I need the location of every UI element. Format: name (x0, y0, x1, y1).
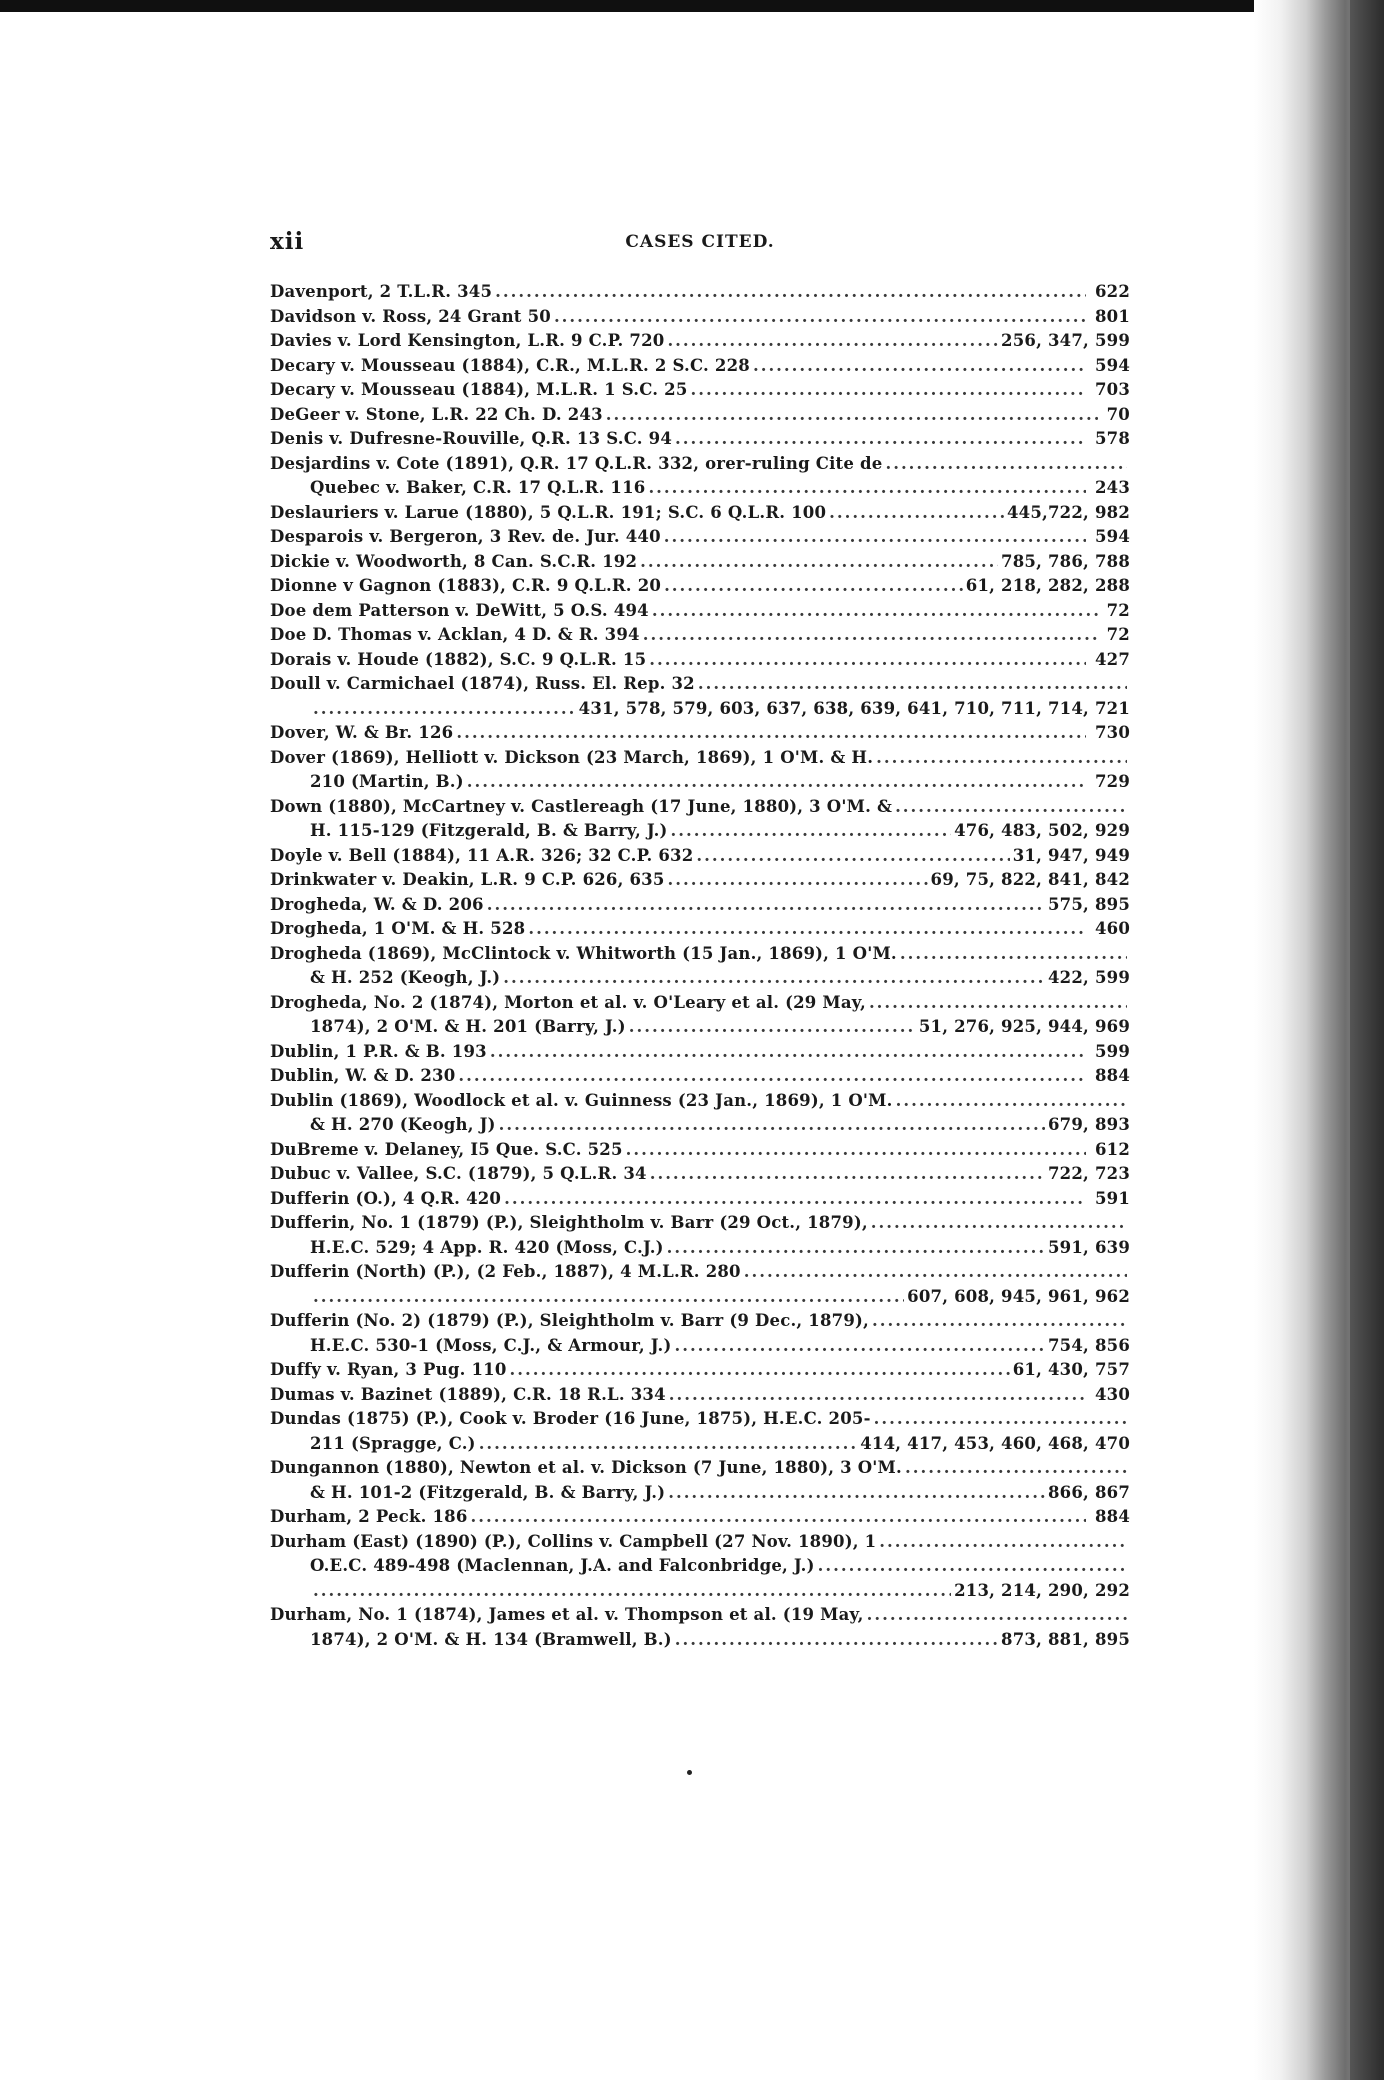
case-entry (270, 795, 1130, 844)
page-references: 873, 881, (1001, 1629, 1089, 1649)
page-reference-final: 639 (1094, 1237, 1130, 1257)
dot-leader (554, 305, 1086, 330)
case-entry (270, 329, 1130, 354)
case-citation-text: 210 (Martin, B.) (310, 772, 464, 791)
case-continuation-line (270, 697, 1130, 722)
case-citation-text: Davidson v. Ross, 24 Grant 50 (270, 306, 551, 326)
case-continuation-line (270, 1236, 1130, 1261)
case-entry (270, 574, 1130, 599)
page-reference-final: 757 (1094, 1360, 1130, 1379)
dot-leader (458, 1064, 1086, 1089)
case-title-line (270, 1456, 1130, 1481)
dot-leader (313, 697, 576, 722)
page-header (270, 228, 1130, 268)
page-reference-final: 867 (1094, 1482, 1130, 1502)
case-entry (270, 893, 1130, 918)
dot-leader (313, 1285, 904, 1310)
page-reference-final: 962 (1094, 1286, 1130, 1306)
page-reference-final: 729 (1094, 772, 1130, 791)
case-entry (270, 452, 1130, 501)
case-title-line (270, 1187, 1130, 1212)
case-continuation-line (270, 1015, 1130, 1040)
case-entry (270, 721, 1130, 746)
case-citation-text: Decary v. Mousseau (1884), M.L.R. 1 S.C. 25 (270, 380, 688, 399)
dot-leader (871, 1211, 1127, 1236)
page-references: 51, 276, 925, 944, (918, 1017, 1089, 1036)
case-entry (270, 1040, 1130, 1065)
case-entry (270, 1211, 1130, 1260)
case-citation-text: Dufferin (O.), 4 Q.R. 420 (270, 1188, 502, 1208)
dot-leader (313, 1579, 951, 1604)
case-title-line (270, 721, 1130, 746)
page-reference-final: 949 (1094, 845, 1130, 865)
case-entry (270, 1603, 1130, 1652)
page-references: 422, (1047, 968, 1089, 987)
case-citation-text: Duffy v. Ryan, 3 Pug. 110 (270, 1360, 507, 1379)
case-title-line (270, 378, 1130, 403)
case-title-line (270, 403, 1130, 428)
dot-leader (503, 966, 1045, 991)
scan-speck (687, 1770, 692, 1775)
dot-leader (495, 280, 1086, 305)
case-title-line (270, 280, 1130, 305)
case-citation-text: Doull v. Carmichael (1874), Russ. El. Rep. 32 (270, 674, 695, 693)
dot-leader (487, 893, 1045, 918)
page-references: 256, 347, (1001, 331, 1089, 350)
dot-leader (510, 1358, 1010, 1383)
case-continuation-line (270, 1334, 1130, 1359)
dot-leader (900, 942, 1127, 967)
dot-leader (504, 1187, 1086, 1212)
page-references: 61, 218, 282, (965, 576, 1089, 595)
case-citation-text: Dover, W. & Br. 126 (270, 723, 454, 742)
dot-leader (698, 672, 1127, 697)
dot-leader (867, 1603, 1127, 1628)
dot-leader (479, 1432, 858, 1457)
case-entry (270, 501, 1130, 526)
case-citation-text: Drogheda, No. 2 (1874), Morton et al. v. O'Leary et al. (29 May, (270, 992, 866, 1012)
dot-leader (664, 574, 963, 599)
page-reference-final: 599 (1094, 968, 1130, 987)
page-reference-final: 730 (1094, 723, 1130, 742)
page-reference-final: 594 (1094, 527, 1130, 546)
dot-leader (643, 623, 1098, 648)
case-title-line (270, 623, 1130, 648)
page-references: 607, 608, 945, 961, (907, 1286, 1089, 1306)
case-citation-text: 1874), 2 O'M. & H. 201 (Barry, J.) (310, 1017, 626, 1036)
page-reference-final: 801 (1094, 306, 1130, 326)
case-entry (270, 917, 1130, 942)
page-references: 61, 430, (1012, 1360, 1089, 1379)
case-entry (270, 1064, 1130, 1089)
case-citation-text: O.E.C. 489-498 (Maclennan, J.A. and Falconbridge, J.) (310, 1556, 815, 1575)
case-title-line (270, 1603, 1130, 1628)
case-citation-text: & H. 101-2 (Fitzgerald, B. & Barry, J.) (310, 1482, 666, 1502)
case-entry (270, 844, 1130, 869)
dot-leader (675, 1628, 998, 1653)
case-citation-text: Dublin, W. & D. 230 (270, 1066, 456, 1085)
case-citation-text: Dionne v Gagnon (1883), C.R. 9 Q.L.R. 20 (270, 576, 662, 595)
page-references: 414, 417, 453, 460, 468, (860, 1433, 1089, 1453)
dot-leader (650, 1162, 1045, 1187)
page-reference-final: 982 (1094, 502, 1130, 522)
case-citation-text: Down (1880), McCartney v. Castlereagh (17 June, 1880), 3 O'M. & (270, 796, 893, 816)
case-citation-text: Deslauriers v. Larue (1880), 5 Q.L.R. 191; S.C. 6 Q.L.R. 100 (270, 502, 827, 522)
case-continuation-line (270, 1554, 1130, 1579)
page-references: 31, 947, (1012, 845, 1089, 865)
case-citation-text: Durham, 2 Peck. 186 (270, 1507, 468, 1526)
case-title-line (270, 305, 1130, 330)
dot-leader (652, 599, 1098, 624)
page-reference-final: 612 (1094, 1139, 1130, 1159)
page-reference-final: 599 (1094, 331, 1130, 350)
case-citation-text: Desjardins v. Cote (1891), Q.R. 17 Q.L.R. 332, orer-ruling Cite de (270, 453, 883, 473)
case-title-line (270, 672, 1130, 697)
case-citation-text: Quebec v. Baker, C.R. 17 Q.L.R. 116 (310, 478, 646, 497)
case-title-line (270, 427, 1130, 452)
dot-leader (905, 1456, 1127, 1481)
dot-leader (649, 648, 1086, 673)
case-entry (270, 1187, 1130, 1212)
page-reference-final: 884 (1094, 1066, 1130, 1085)
case-title-line (270, 893, 1130, 918)
case-title-line (270, 1505, 1130, 1530)
page-reference-final: 70 (1106, 404, 1130, 424)
case-continuation-line (270, 819, 1130, 844)
case-title-line (270, 1089, 1130, 1114)
case-citation-text: Dufferin, No. 1 (1879) (P.), Sleightholm v. Barr (29 Oct., 1879), (270, 1213, 868, 1232)
case-title-line (270, 795, 1130, 820)
case-citation-text: Dickie v. Woodworth, 8 Can. S.C.R. 192 (270, 551, 638, 571)
dot-leader (691, 378, 1086, 403)
case-citation-text: Drogheda (1869), McClintock v. Whitworth (15 Jan., 1869), 1 O'M. (270, 943, 897, 963)
dot-leader (675, 427, 1086, 452)
case-citation-text: DeGeer v. Stone, L.R. 22 Ch. D. 243 (270, 404, 603, 424)
case-citation-text: Durham (East) (1890) (P.), Collins v. Campbell (27 Nov. 1890), 1 (270, 1531, 877, 1551)
case-entry (270, 1089, 1130, 1138)
case-citation-text: Dublin (1869), Woodlock et al. v. Guinness (23 Jan., 1869), 1 O'M. (270, 1090, 893, 1110)
case-entry (270, 1456, 1130, 1505)
case-title-line (270, 868, 1130, 893)
case-title-line (270, 942, 1130, 967)
page-reference-final: 703 (1094, 380, 1130, 399)
case-entry (270, 305, 1130, 330)
case-entry (270, 1505, 1130, 1530)
page-references: 476, 483, 502, (954, 821, 1089, 840)
case-title-line (270, 1064, 1130, 1089)
case-continuation-line (270, 1432, 1130, 1457)
page-references: 575, (1047, 894, 1089, 914)
case-title-line (270, 1260, 1130, 1285)
page-reference-final: 591 (1094, 1188, 1130, 1208)
case-title-line (270, 525, 1130, 550)
page-reference-final: 721 (1094, 698, 1130, 718)
page-reference-final: 427 (1094, 649, 1130, 669)
case-continuation-line (270, 1113, 1130, 1138)
page-references: 722, (1047, 1164, 1089, 1183)
case-entry (270, 1358, 1130, 1383)
case-continuation-line (270, 1579, 1130, 1604)
dot-leader (606, 403, 1098, 428)
case-citation-text: Dufferin (No. 2) (1879) (P.), Sleightholm v. Barr (9 Dec., 1879), (270, 1311, 869, 1330)
case-title-line (270, 1358, 1130, 1383)
case-entry (270, 942, 1130, 991)
case-entry (270, 550, 1130, 575)
dot-leader (629, 1015, 916, 1040)
dot-leader (869, 991, 1127, 1016)
case-title-line (270, 917, 1130, 942)
case-title-line (270, 550, 1130, 575)
page-reference-final: 895 (1094, 894, 1130, 914)
case-citation-text: Dublin, 1 P.R. & B. 193 (270, 1041, 487, 1061)
page-reference-final: 969 (1094, 1017, 1130, 1036)
scan-page-edge (1350, 0, 1384, 2080)
case-entry (270, 1383, 1130, 1408)
case-citation-text: Drogheda, W. & D. 206 (270, 894, 484, 914)
case-citation-text: 1874), 2 O'M. & H. 134 (Bramwell, B.) (310, 1629, 672, 1649)
dot-leader (671, 819, 952, 844)
case-title-line (270, 1040, 1130, 1065)
case-title-line (270, 1138, 1130, 1163)
case-citation-text: 211 (Spragge, C.) (310, 1433, 476, 1453)
case-entry (270, 672, 1130, 721)
page-reference-final: 243 (1094, 478, 1130, 497)
case-title-line (270, 746, 1130, 771)
dot-leader (499, 1113, 1045, 1138)
case-citation-text: & H. 270 (Keogh, J) (310, 1115, 496, 1134)
case-entry (270, 1309, 1130, 1358)
case-entry (270, 1530, 1130, 1604)
case-entry (270, 525, 1130, 550)
page-reference-final: 292 (1094, 1580, 1130, 1600)
dot-leader (490, 1040, 1086, 1065)
case-title-line (270, 1407, 1130, 1432)
case-entry (270, 623, 1130, 648)
page-reference-final: 430 (1094, 1384, 1130, 1404)
case-continuation-line (270, 476, 1130, 501)
case-citation-text: Davenport, 2 T.L.R. 345 (270, 282, 493, 301)
dot-leader (626, 1138, 1086, 1163)
dot-leader (674, 1334, 1045, 1359)
case-entry (270, 1162, 1130, 1187)
page-reference-final: 842 (1094, 870, 1130, 889)
page-reference-final: 893 (1094, 1115, 1130, 1134)
dot-leader (664, 525, 1086, 550)
case-entry (270, 1407, 1130, 1456)
dot-leader (456, 721, 1086, 746)
case-citation-text: Dover (1869), Helliott v. Dickson (23 March, 1869), 1 O'M. & H. (270, 747, 874, 767)
case-continuation-line (270, 770, 1130, 795)
case-entry (270, 403, 1130, 428)
dot-leader (696, 844, 1009, 869)
dot-leader (667, 1236, 1045, 1261)
page-references: 213, 214, 290, (954, 1580, 1089, 1600)
case-continuation-line (270, 966, 1130, 991)
case-citation-text: H.E.C. 530-1 (Moss, C.J., & Armour, J.) (310, 1335, 672, 1355)
dot-leader (874, 1407, 1127, 1432)
case-citation-text: Desparois v. Bergeron, 3 Rev. de. Jur. 440 (270, 527, 661, 546)
dot-leader (876, 746, 1127, 771)
dot-leader (640, 550, 998, 575)
case-title-line (270, 599, 1130, 624)
case-entry (270, 991, 1130, 1040)
page-reference-final: 594 (1094, 355, 1130, 375)
case-entry (270, 599, 1130, 624)
case-title-line (270, 844, 1130, 869)
case-title-line (270, 501, 1130, 526)
case-citation-text: Dundas (1875) (P.), Cook v. Broder (16 June, 1875), H.E.C. 205- (270, 1409, 871, 1428)
case-citation-text: Dungannon (1880), Newton et al. v. Dickson (7 June, 1880), 3 O'M. (270, 1458, 902, 1477)
case-continuation-line (270, 1481, 1130, 1506)
case-continuation-line (270, 1285, 1130, 1310)
page-reference-final: 622 (1094, 282, 1130, 301)
page-reference-final: 72 (1106, 600, 1130, 620)
case-entry (270, 868, 1130, 893)
cases-list (270, 280, 1130, 1652)
case-title-line (270, 574, 1130, 599)
dot-leader (467, 770, 1086, 795)
case-continuation-line (270, 1628, 1130, 1653)
page-reference-final: 460 (1094, 919, 1130, 938)
case-title-line (270, 329, 1130, 354)
case-citation-text: Drogheda, 1 O'M. & H. 528 (270, 919, 526, 938)
case-title-line (270, 1309, 1130, 1334)
page-references: 785, 786, (1001, 551, 1089, 571)
dot-leader (668, 868, 928, 893)
case-citation-text: Dubuc v. Vallee, S.C. (1879), 5 Q.L.R. 34 (270, 1164, 647, 1183)
case-title-line (270, 1162, 1130, 1187)
page-references: 679, (1047, 1115, 1089, 1134)
case-citation-text: Dumas v. Bazinet (1889), C.R. 18 R.L. 334 (270, 1384, 666, 1404)
dot-leader (895, 795, 1127, 820)
page-references: 866, (1047, 1482, 1089, 1502)
dot-leader (879, 1530, 1127, 1555)
case-title-line (270, 1211, 1130, 1236)
case-title-line (270, 1383, 1130, 1408)
case-citation-text: Doe D. Thomas v. Acklan, 4 D. & R. 394 (270, 625, 640, 644)
dot-leader (648, 476, 1086, 501)
dot-leader (744, 1260, 1127, 1285)
case-citation-text: DuBreme v. Delaney, I5 Que. S.C. 525 (270, 1139, 623, 1159)
page-reference-final: 599 (1094, 1041, 1130, 1061)
case-entry (270, 378, 1130, 403)
dot-leader (872, 1309, 1127, 1334)
case-citation-text: Doyle v. Bell (1884), 11 A.R. 326; 32 C.P. 632 (270, 845, 694, 865)
case-citation-text: Dorais v. Houde (1882), S.C. 9 Q.L.R. 15 (270, 649, 647, 669)
page-references: 431, 578, 579, 603, 637, 638, 639, 641, 710, 711, 714, (578, 698, 1089, 718)
case-entry (270, 1260, 1130, 1309)
case-citation-text: Denis v. Dufresne-Rouville, Q.R. 13 S.C. 94 (270, 429, 673, 448)
case-citation-text: Drinkwater v. Deakin, L.R. 9 C.P. 626, 635 (270, 870, 665, 889)
case-entry (270, 354, 1130, 379)
case-citation-text: H. 115-129 (Fitzgerald, B. & Barry, J.) (310, 821, 668, 840)
case-citation-text: Durham, No. 1 (1874), James et al. v. Thompson et al. (19 May, (270, 1605, 864, 1624)
page-number: xii (270, 228, 305, 255)
case-title-line (270, 648, 1130, 673)
case-entry (270, 1138, 1130, 1163)
case-citation-text: Davies v. Lord Kensington, L.R. 9 C.P. 720 (270, 331, 665, 350)
running-title: CASES CITED. (625, 232, 775, 252)
case-title-line (270, 354, 1130, 379)
page-reference-final: 288 (1094, 576, 1130, 595)
dot-leader (818, 1554, 1127, 1579)
document-page (270, 228, 1130, 1652)
page-references: 754, (1047, 1335, 1089, 1355)
page-reference-final: 72 (1106, 625, 1130, 644)
page-references: 445,722, (1006, 502, 1089, 522)
case-entry (270, 746, 1130, 795)
case-title-line (270, 452, 1130, 477)
dot-leader (528, 917, 1086, 942)
case-citation-text: H.E.C. 529; 4 App. R. 420 (Moss, C.J.) (310, 1237, 664, 1257)
dot-leader (669, 1383, 1086, 1408)
page-references: 591, (1047, 1237, 1089, 1257)
case-title-line (270, 991, 1130, 1016)
case-citation-text: Dufferin (North) (P.), (2 Feb., 1887), 4 M.L.R. 280 (270, 1262, 741, 1281)
page-reference-final: 856 (1094, 1335, 1130, 1355)
case-entry (270, 648, 1130, 673)
case-entry (270, 427, 1130, 452)
dot-leader (885, 452, 1127, 477)
page-reference-final: 929 (1094, 821, 1130, 840)
page-reference-final: 895 (1094, 1629, 1130, 1649)
page-reference-final: 884 (1094, 1507, 1130, 1526)
page-references: 69, 75, 822, 841, (930, 870, 1089, 889)
page-reference-final: 788 (1094, 551, 1130, 571)
case-citation-text: Decary v. Mousseau (1884), C.R., M.L.R. 2 S.C. 228 (270, 355, 750, 375)
case-entry (270, 280, 1130, 305)
scan-top-edge (0, 0, 1384, 12)
case-citation-text: & H. 252 (Keogh, J.) (310, 968, 501, 987)
dot-leader (896, 1089, 1127, 1114)
dot-leader (667, 329, 998, 354)
case-title-line (270, 1530, 1130, 1555)
dot-leader (829, 501, 1004, 526)
page-reference-final: 578 (1094, 429, 1130, 448)
case-citation-text: Doe dem Patterson v. DeWitt, 5 O.S. 494 (270, 600, 649, 620)
dot-leader (753, 354, 1086, 379)
page-reference-final: 470 (1094, 1433, 1130, 1453)
dot-leader (668, 1481, 1045, 1506)
dot-leader (471, 1505, 1086, 1530)
page-reference-final: 723 (1094, 1164, 1130, 1183)
